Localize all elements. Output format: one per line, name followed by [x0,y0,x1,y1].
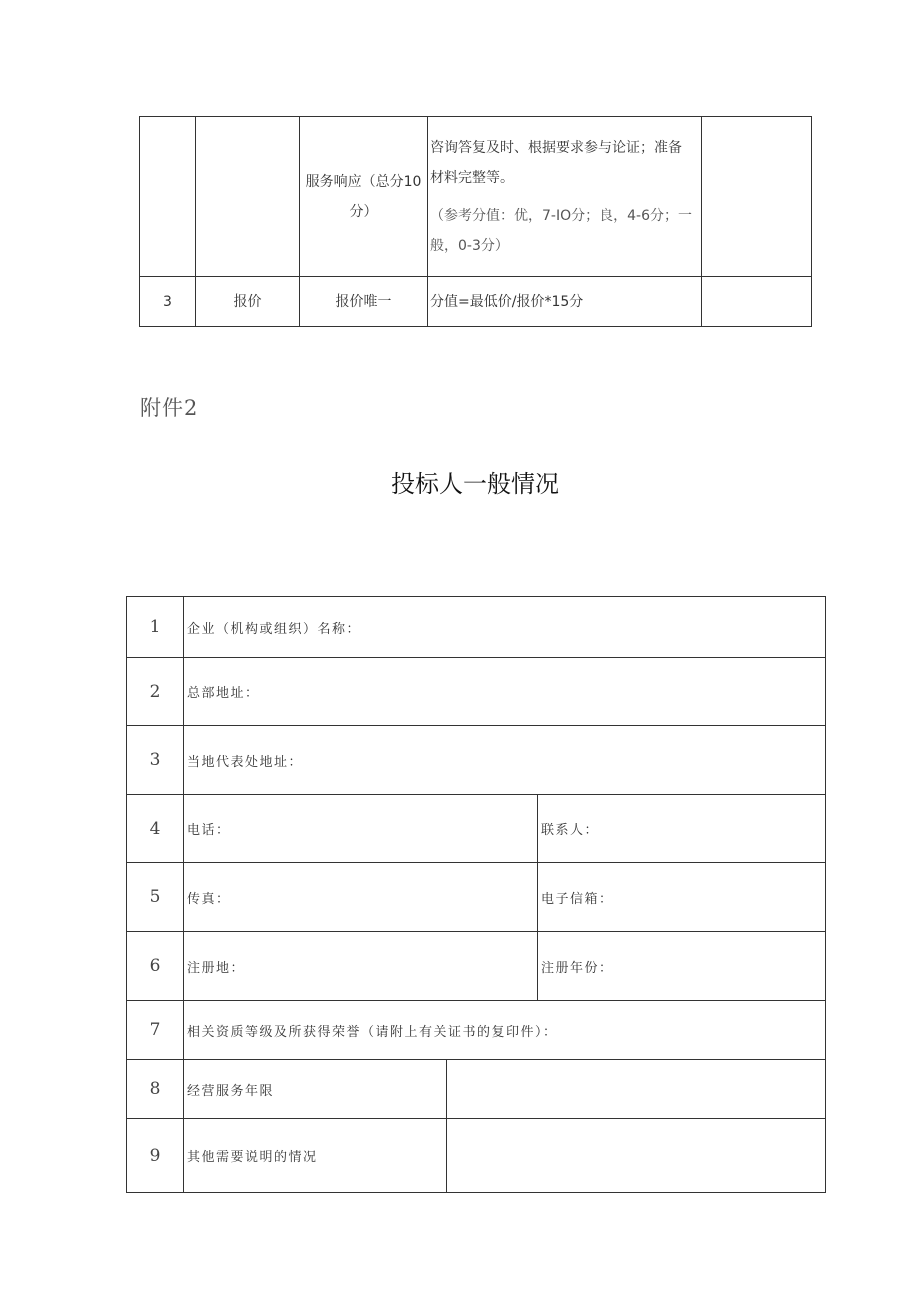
info-row-8 [127,1060,826,1119]
scoring-row-price [140,277,812,327]
info-row-9 [127,1119,826,1193]
row-number: 6 [127,932,184,1001]
form-title: 投标人一般情况 [391,470,559,498]
service-item-label: 服务响应（总分10分） [305,173,422,220]
bidder-info-table [126,596,826,1193]
company-name-field[interactable]: 企业（机构或组织）名称： [184,597,826,658]
headquarters-address-field[interactable]: 总部地址： [184,658,826,726]
info-row-7 [127,1001,826,1060]
scoring-item-cell [300,117,428,277]
price-score-cell [702,277,812,327]
price-category: 报价 [196,277,300,327]
row-number: 1 [127,597,184,658]
service-years-label: 经营服务年限 [184,1060,447,1119]
row-number: 7 [127,1001,184,1060]
info-row-4 [127,795,826,863]
service-criteria-text: 咨询答复及时、根据要求参与论证；准备材料完整等。 [430,139,682,186]
price-number: 3 [140,277,196,327]
attachment-label: 附件2 [140,396,199,420]
qualifications-field[interactable]: 相关资质等级及所获得荣誉（请附上有关证书的复印件）： [184,1001,826,1060]
scoring-table [139,116,812,327]
phone-field[interactable]: 电话： [184,795,538,863]
scoring-category-cell [196,117,300,277]
fax-field[interactable]: 传真： [184,863,538,932]
row-number: 9 [127,1119,184,1193]
contact-person-field[interactable]: 联系人： [538,795,826,863]
info-row-6 [127,932,826,1001]
info-row-1 [127,597,826,658]
other-info-label: 其他需要说明的情况 [184,1119,447,1193]
local-office-address-field[interactable]: 当地代表处地址： [184,726,826,795]
row-number: 2 [127,658,184,726]
price-criteria: 分值=最低价/报价*15分 [428,277,702,327]
scoring-score-cell [702,117,812,277]
info-row-3 [127,726,826,795]
price-item: 报价唯一 [300,277,428,327]
info-row-5 [127,863,826,932]
email-field[interactable]: 电子信箱： [538,863,826,932]
registration-year-field[interactable]: 注册年份： [538,932,826,1001]
row-number: 8 [127,1060,184,1119]
row-number: 4 [127,795,184,863]
scoring-row-service [140,117,812,277]
service-reference-text: （参考分值：优，7-IO分；良，4-6分；一般，0-3分） [430,207,692,254]
row-number: 5 [127,863,184,932]
other-info-value[interactable] [447,1119,826,1193]
service-years-value[interactable] [447,1060,826,1119]
scoring-number-cell [140,117,196,277]
info-row-2 [127,658,826,726]
registration-place-field[interactable]: 注册地： [184,932,538,1001]
row-number: 3 [127,726,184,795]
scoring-criteria-cell [428,117,702,277]
